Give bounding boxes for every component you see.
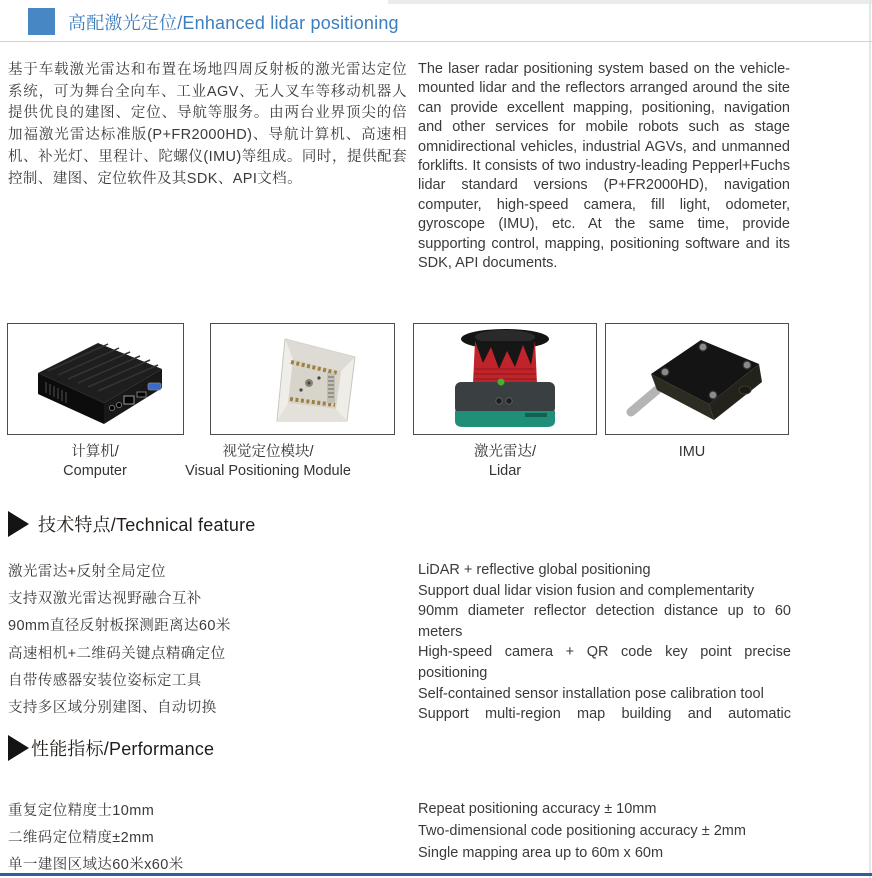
perf-item-en: Single mapping area up to 60m x 60m xyxy=(418,845,664,861)
technical-feature-header xyxy=(8,511,255,537)
tech-item-zh: 支持双激光雷达视野融合互补 xyxy=(8,591,202,608)
tech-item-zh: 自带传感器安装位姿标定工具 xyxy=(8,672,202,689)
tech-item-zh: 90mm直径反射板探测距离达60米 xyxy=(8,618,231,635)
section-arrow-icon xyxy=(8,511,29,537)
tech-item-en: Support multi-region map building and automatic xyxy=(418,706,791,723)
imu-caption xyxy=(679,443,706,462)
page-right-edge xyxy=(869,0,871,878)
perf-item-zh: 重复定位精度士10mm xyxy=(8,803,155,819)
caption-line-en: Computer xyxy=(63,463,127,479)
title-square-icon xyxy=(28,8,55,35)
tech-item-zh: 支持多区域分别建图、自动切换 xyxy=(8,700,217,717)
caption-line-zh: 计算机/ xyxy=(71,444,119,460)
tech-item-zh: 高速相机+二维码关键点精确定位 xyxy=(8,645,226,662)
imu-box-icon xyxy=(621,330,773,428)
imu-image-box xyxy=(605,323,789,435)
tech-item-en: LiDAR + reflective global positioning xyxy=(418,562,651,578)
performance-heading: 性能指标/Performance xyxy=(31,739,215,759)
tech-item-en: High-speed camera + QR code key point precise positioning xyxy=(418,644,791,681)
caption-line-en: Visual Positioning Module xyxy=(185,463,351,479)
perf-item-en: Repeat positioning accuracy ± 10mm xyxy=(418,801,657,817)
perf-item-en: Two-dimensional code positioning accuracy ± 2mm xyxy=(418,823,746,839)
intro-paragraph-en: The laser radar positioning system based on the vehicle-mounted lidar and the reflectors arranged around the site can provide excellent mapping, positioning, navigation and other services for mobile robots such as stage omnidirectional vehicles, industrial AGVs, and unmanned forklifts. It consists of two industry-leading Pepperl+Fuchs lidar standard versions (P+FR2000HD), navigation computer, high-speed camera, fill light, odometer, gyroscope (IMU), etc. At the same time, provide supporting control, mapping, positioning software and its SDK, API documents. xyxy=(418,61,790,272)
performance-list-en xyxy=(418,798,791,864)
lidar-image-box xyxy=(413,323,597,435)
technical-list-zh xyxy=(8,559,231,722)
header-divider xyxy=(0,41,872,42)
caption-line-en: Lidar xyxy=(488,463,522,479)
visual-module-caption xyxy=(185,443,351,481)
mini-computer-icon xyxy=(20,331,172,427)
tech-item-en: 90mm diameter reflector detection distance up to 60 meters xyxy=(418,603,791,640)
tech-item-en: Support dual lidar vision fusion and complementarity xyxy=(418,582,755,599)
tech-item-en: Self-contained sensor installation pose calibration tool xyxy=(418,685,764,702)
caption-line-zh: 视觉定位模块/ xyxy=(222,444,314,460)
lidar-scanner-icon xyxy=(435,325,575,433)
page-title: 高配激光定位/Enhanced lidar positioning xyxy=(68,12,399,33)
bottom-divider-bar xyxy=(0,873,872,876)
technical-feature-heading: 技术特点/Technical feature xyxy=(38,515,256,535)
perf-item-zh: 二维码定位精度±2mm xyxy=(8,830,155,847)
caption-line-zh: 激光雷达/ xyxy=(473,444,537,460)
page-header xyxy=(28,8,399,35)
computer-image-box xyxy=(7,323,184,435)
lidar-caption xyxy=(474,443,536,481)
perf-item-zh: 单一建图区域达60米x60米 xyxy=(8,857,184,874)
visual-module-image-box xyxy=(210,323,395,435)
performance-header xyxy=(8,735,214,761)
tech-item-zh: 激光雷达+反射全局定位 xyxy=(8,564,166,580)
page-top-edge xyxy=(388,0,872,4)
visual-positioning-module-icon xyxy=(233,329,373,429)
intro-paragraph-zh: 基于车载激光雷达和布置在场地四周反射板的激光雷达定位系统，可为舞台全向车、工业AGV、无人叉车等移动机器人提供优良的建图、定位、导航等服务。由两台业界顶尖的倍加福激光雷达标准版(P+FR2000HD)、导航计算机、高速相机、补光灯、里程计、陀螺仪(IMU)等组成。同时，提供配套控制、建图、定位软件及其SDK、API文档。 xyxy=(8,62,407,187)
computer-caption xyxy=(63,443,127,481)
section-arrow-icon xyxy=(8,735,29,761)
performance-list-zh xyxy=(8,798,184,878)
caption-line-zh: IMU xyxy=(678,444,706,460)
technical-list-en xyxy=(418,560,791,725)
